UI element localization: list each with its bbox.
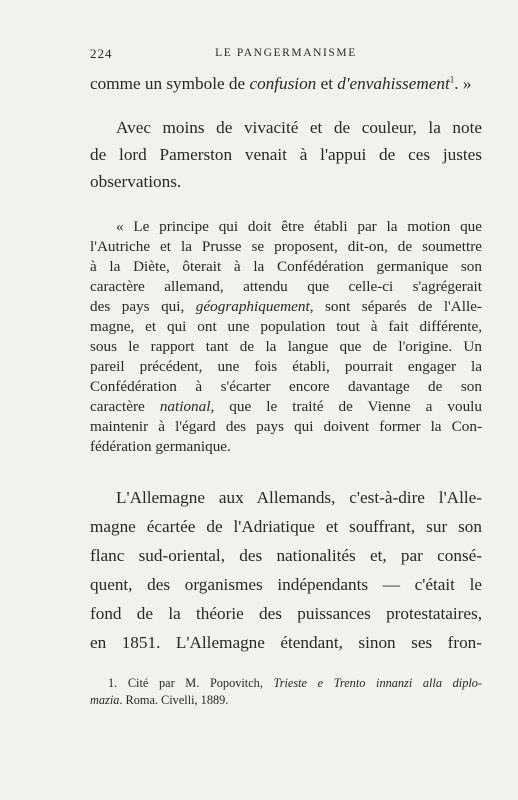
footnote-line: 1. Cité par M. Popovitch, Trieste e Trento innanzi alla diplo- (108, 676, 482, 690)
text-line: pareil précédent, une fois établi, pourrait engager la (90, 358, 482, 375)
text-line: caractère allemand, attendu que celle-ci s'agrégerait (90, 278, 482, 295)
text-line: flanc sud-oriental, des nationalités et, par consé- (90, 546, 482, 565)
text-line: à la Diète, ôterait à la Confédération germanique son (90, 258, 482, 275)
text-line: maintenir à l'égard des pays qui doivent former la Con- (90, 418, 482, 435)
text-line: L'Allemagne aux Allemands, c'est-à-dire l'Alle- (116, 488, 482, 507)
text-line: en 1851. L'Allemagne étendant, sinon ses fron- (90, 633, 482, 652)
text-line: comme un symbole de confusion et d'envahissement$^1$. » (90, 74, 472, 93)
text-line: Avec moins de vivacité et de couleur, la note (116, 118, 482, 137)
text-line: caractère national, que le traité de Vienne a voulu (90, 398, 482, 415)
text-line: magne, et qui ont une population tout à fait différente, (90, 318, 482, 335)
text-line: quent, des organismes indépendants — c'était le (90, 575, 482, 594)
text-line: l'Autriche et la Prusse se proposent, dit-on, de soumettre (90, 238, 482, 255)
text-line: observations. (90, 172, 182, 191)
page-number: 224 (90, 46, 113, 61)
text-line: des pays qui, géographiquement, sont séparés de l'Alle- (90, 298, 482, 315)
running-title: LE PANGERMANISME (215, 47, 357, 59)
text-line: « Le principe qui doit être établi par la motion que (116, 218, 482, 235)
text-line: Confédération à s'écarter encore davantage de son (90, 378, 482, 395)
text-line: fond de la théorie des puissances protestataires, (90, 604, 482, 623)
text-line: sous le rapport tant de la langue que de l'origine. Un (90, 338, 482, 355)
footnote-line: mazia. Roma. Civelli, 1889. (90, 693, 229, 707)
text-line: fédération germanique. (90, 438, 231, 455)
text-line: magne écartée de l'Adriatique et souffrant, sur son (90, 517, 482, 536)
text-line: de lord Pamerston venait à l'appui de ces justes (90, 145, 482, 164)
